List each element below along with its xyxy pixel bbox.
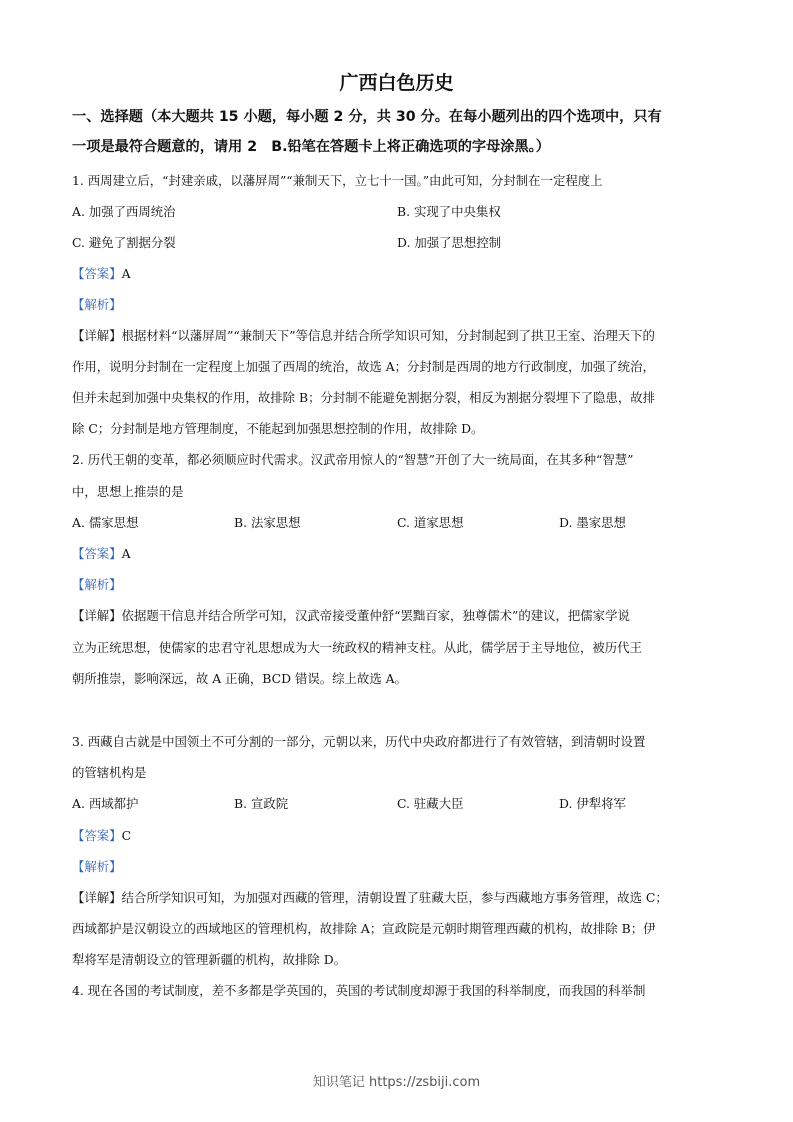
q2-answer (72, 545, 724, 563)
q2-answer-value: A (121, 546, 131, 561)
q3-detail-line-2: 西域都护是汉朝设立的西域地区的管理机构，故排除 A；宣政院是元朝时期管理西藏的机构，故排除 B；伊 (72, 921, 656, 936)
footer-watermark: 知识笔记 https://zsbiji.com (312, 1075, 481, 1090)
page-title: 广西白色历史 (339, 72, 454, 94)
answer-label: 【答案】 (72, 266, 122, 281)
q1-option-b: B. 实现了中央集权 (397, 204, 501, 219)
q3-option-b: B. 宣政院 (234, 796, 289, 811)
q1-detail-line-2: 作用，说明分封制在一定程度上加强了西周的统治，故选 A；分封制是西周的地方行政制度，加强了统治， (72, 359, 655, 374)
q2-stem-line-1: 2. 历代王朝的变革，都必须顺应时代需求。汉武帝用惊人的“智慧”开创了大一统局面，在其多种“智慧” (72, 452, 634, 467)
q4-stem: 4. 现在各国的考试制度，差不多都是学英国的，英国的考试制度却源于我国的科举制度，而我国的科举制 (72, 983, 646, 998)
q3-option-a: A. 西域都护 (72, 796, 139, 811)
q2-stem-line-2: 中，思想上推崇的是 (72, 484, 184, 499)
answer-label: 【答案】 (72, 828, 122, 843)
q1-stem: 1. 西周建立后，“封建亲戚，以藩屏周”“兼制天下，立七十一国。”由此可知，分封制在一定程度上 (72, 173, 603, 188)
q1-answer (72, 265, 724, 283)
q1-option-d: D. 加强了思想控制 (397, 235, 502, 250)
q1-detail-line-3: 但并未起到加强中央集权的作用，故排除 B；分封制不能避免割据分裂，相反为割据分裂埋下了隐患，故排 (72, 390, 656, 405)
q1-answer-value: A (121, 266, 131, 281)
q2-detail-line-3: 朝所推崇，影响深远，故 A 正确，BCD 错误。综上故选 A。 (72, 671, 407, 686)
q2-detail-line-2: 立为正统思想，使儒家的忠君守礼思想成为大一统政权的精神支柱。从此，儒学居于主导地位，被历代王 (72, 640, 642, 655)
q3-detail-line-3: 犁将军是清朝设立的管理新疆的机构，故排除 D。 (72, 952, 347, 967)
q3-option-c: C. 驻藏大臣 (397, 796, 464, 811)
section-heading-line-2: 一项是最符合题意的，请用 2 B.铅笔在答题卡上将正确选项的字母涂黑。） (72, 139, 550, 155)
q3-detail-line-1: 【详解】结合所学知识可知，为加强对西藏的管理，清朝设置了驻藏大臣，参与西藏地方事务管理，故选 C； (72, 890, 668, 905)
q2-option-b: B. 法家思想 (234, 515, 301, 530)
q2-detail-line-1: 【详解】依据题干信息并结合所学可知，汉武帝接受董仲舒“罢黜百家，独尊儒术”的建议，把儒家学说 (72, 608, 630, 623)
q3-stem-line-2: 的管辖机构是 (72, 765, 147, 780)
q2-analysis-label: 【解析】 (72, 577, 122, 592)
q2-option-a: A. 儒家思想 (72, 515, 139, 530)
q3-option-d: D. 伊犁将军 (559, 796, 626, 811)
q3-answer-value: C (121, 828, 132, 843)
q1-option-a: A. 加强了西周统治 (72, 204, 176, 219)
q1-analysis-label: 【解析】 (72, 297, 122, 312)
q3-analysis-label: 【解析】 (72, 859, 122, 874)
q2-option-c: C. 道家思想 (397, 515, 464, 530)
section-heading-line-1: 一、选择题（本大题共 15 小题，每小题 2 分，共 30 分。在每小题列出的四个选项中，只有 (72, 109, 662, 125)
q1-detail-line-1: 【详解】根据材料“以藩屏周”“兼制天下”等信息并结合所学知识可知，分封制起到了拱卫王室、治理天下的 (72, 328, 655, 343)
q1-detail-line-4: 除 C；分封制是地方管理制度，不能起到加强思想控制的作用，故排除 D。 (72, 421, 484, 436)
q3-answer (72, 827, 724, 845)
answer-label: 【答案】 (72, 546, 122, 561)
q1-option-c: C. 避免了割据分裂 (72, 235, 176, 250)
q3-stem-line-1: 3. 西藏自古就是中国领土不可分割的一部分，元朝以来，历代中央政府都进行了有效管辖，到清朝时设置 (72, 734, 646, 749)
q2-option-d: D. 墨家思想 (559, 515, 626, 530)
